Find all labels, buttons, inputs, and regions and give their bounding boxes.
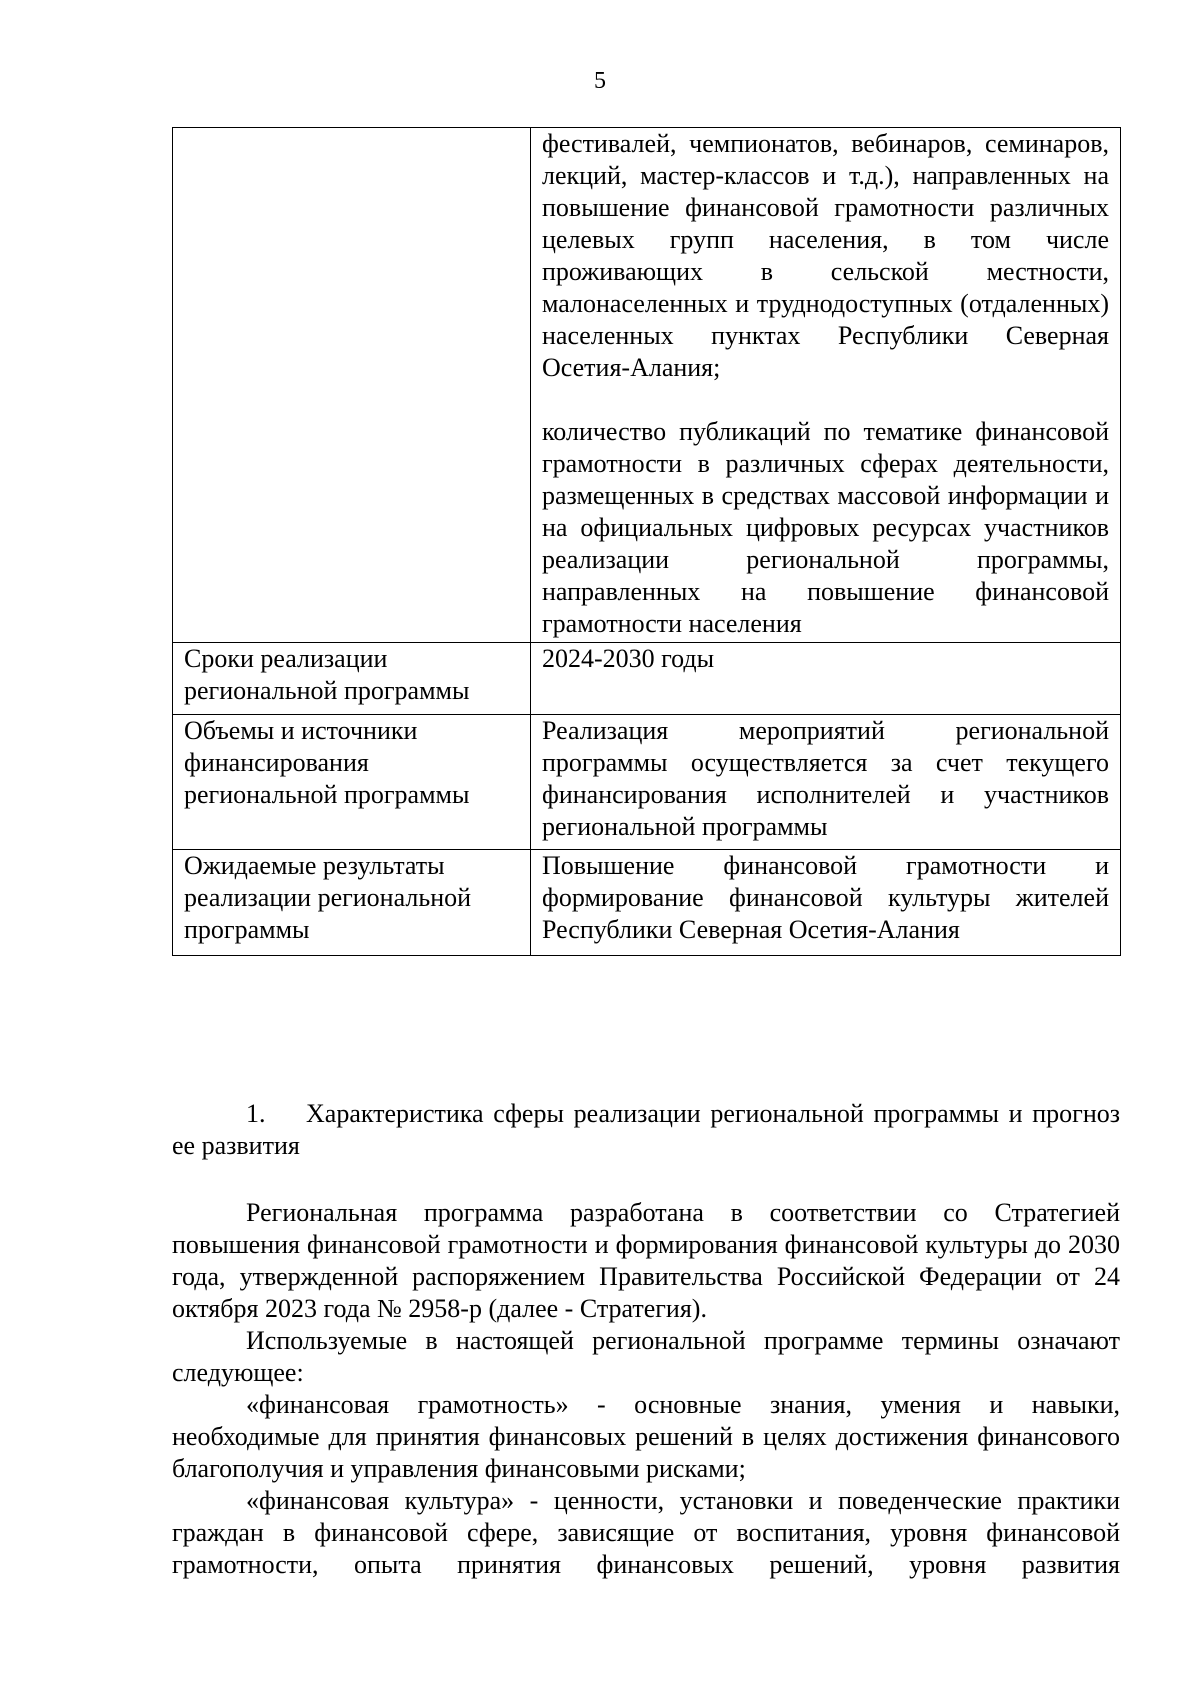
row-value-cell (531, 128, 1121, 643)
value-paragraph: Повышение финансовой грамотности и формирование финансовой культуры жителей Республики Северная Осетия-Алания (542, 851, 1109, 944)
row-label-cell: Объемы и источники финансирования региональной программы (173, 715, 531, 850)
body-paragraph: «финансовая культура» - ценности, установки и поведенческие практики граждан в финансовой сфере, зависящие от воспитания, уровня финансовой грамотности, опыта принятия финансовых решений, уровня развития (172, 1486, 1120, 1579)
body-paragraph: «финансовая грамотность» - основные знания, умения и навыки, необходимые для принятия финансовых решений в целях достижения финансового благополучия и управления финансовыми рисками; (172, 1390, 1120, 1483)
row-value-cell (531, 715, 1121, 850)
section-heading (172, 1098, 1120, 1162)
table-row (173, 128, 1121, 643)
page-number: 5 (594, 68, 606, 94)
row-label-cell: Ожидаемые результаты реализации региональной программы (173, 850, 531, 956)
table-row (173, 643, 1121, 715)
body-paragraph: Используемые в настоящей региональной программе термины означают следующее: (172, 1326, 1120, 1387)
section-number: 1. (246, 1099, 266, 1128)
body-paragraph: Региональная программа разработана в соответствии со Стратегией повышения финансовой грамотности и формирования финансовой культуры до 2030 года, утвержденной распоряжением Правительства Российской Федерации от 24 октября 2023 года № 2958-р (далее - Стратегия). (172, 1198, 1120, 1323)
row-label-cell (173, 128, 531, 643)
row-label-cell: Сроки реализации региональной программы (173, 643, 531, 715)
value-paragraph: количество публикаций по тематике финансовой грамотности в различных сферах деятельности, размещенных в средствах массовой информации и на официальных цифровых ресурсах участников реализации региональной программы, направленных на повышение финансовой грамотности населения (542, 417, 1109, 638)
row-value-cell (531, 643, 1121, 715)
program-passport-table (172, 127, 1121, 956)
value-paragraph: 2024-2030 годы (542, 644, 715, 673)
table-row (173, 850, 1121, 956)
body-text (172, 1197, 1120, 1581)
value-paragraph: Реализация мероприятий региональной программы осуществляется за счет текущего финансирования исполнителей и участников региональной программы (542, 716, 1109, 841)
table-row (173, 715, 1121, 850)
row-value-cell (531, 850, 1121, 956)
value-paragraph: фестивалей, чемпионатов, вебинаров, семинаров, лекций, мастер-классов и т.д.), направленных на повышение финансовой грамотности различных целевых групп населения, в том числе проживающих в сельской местности, малонаселенных и труднодоступных (отдаленных) населенных пунктах Республики Северная Осетия-Алания; (542, 129, 1109, 382)
section-title: Характеристика сферы реализации региональной программы и прогноз ее развития (172, 1099, 1120, 1160)
